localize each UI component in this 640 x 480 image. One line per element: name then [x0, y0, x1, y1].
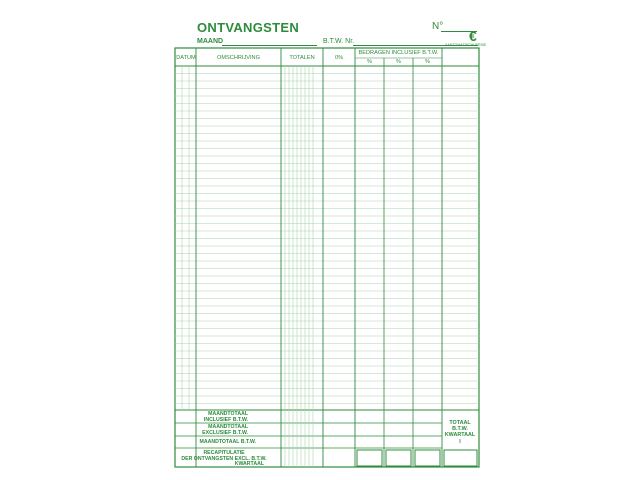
recap-box — [444, 450, 477, 466]
header-rate-1: % — [367, 59, 372, 65]
month-label: MAAND — [197, 38, 224, 45]
recap-box — [357, 450, 382, 466]
monthly-total-incl-label: MAANDTOTAAL INCLUSIEF B.T.W. — [203, 411, 248, 423]
euro-icon: € — [469, 28, 477, 44]
header-zero-rate: 0% — [334, 55, 344, 61]
header-description: OMSCHRIJVING — [217, 55, 260, 61]
document-title: ONTVANGSTEN — [197, 20, 300, 35]
monthly-total-vat-label: MAANDTOTAAL B.T.W. — [199, 439, 256, 445]
header-rate-2: % — [396, 59, 401, 65]
monthly-total-excl-label: MAANDTOTAAL EXCLUSIEF B.T.W. — [202, 424, 248, 436]
vat-number-label: B.T.W. Nr. — [323, 38, 355, 45]
currency-caption: AANTOMATISCHVERSIE — [445, 43, 487, 47]
recap-box — [386, 450, 411, 466]
header-totals: TOTALEN — [289, 55, 315, 61]
header-rate-3: % — [425, 59, 430, 65]
number-label: N° — [432, 21, 444, 32]
header-amounts-group: BEDRAGEN INCLUSIEF B.T.W. — [358, 50, 439, 56]
recap-box — [415, 450, 440, 466]
recap-label: RECAPITULATIE DER ONTVANGSTEN EXCL. B.T.W. KWARTAAL — [181, 450, 267, 468]
header-date: DATUM — [176, 55, 196, 61]
quarter-vat-total-label: TOTAAL B.T.W. KWARTAAL I — [444, 420, 476, 445]
